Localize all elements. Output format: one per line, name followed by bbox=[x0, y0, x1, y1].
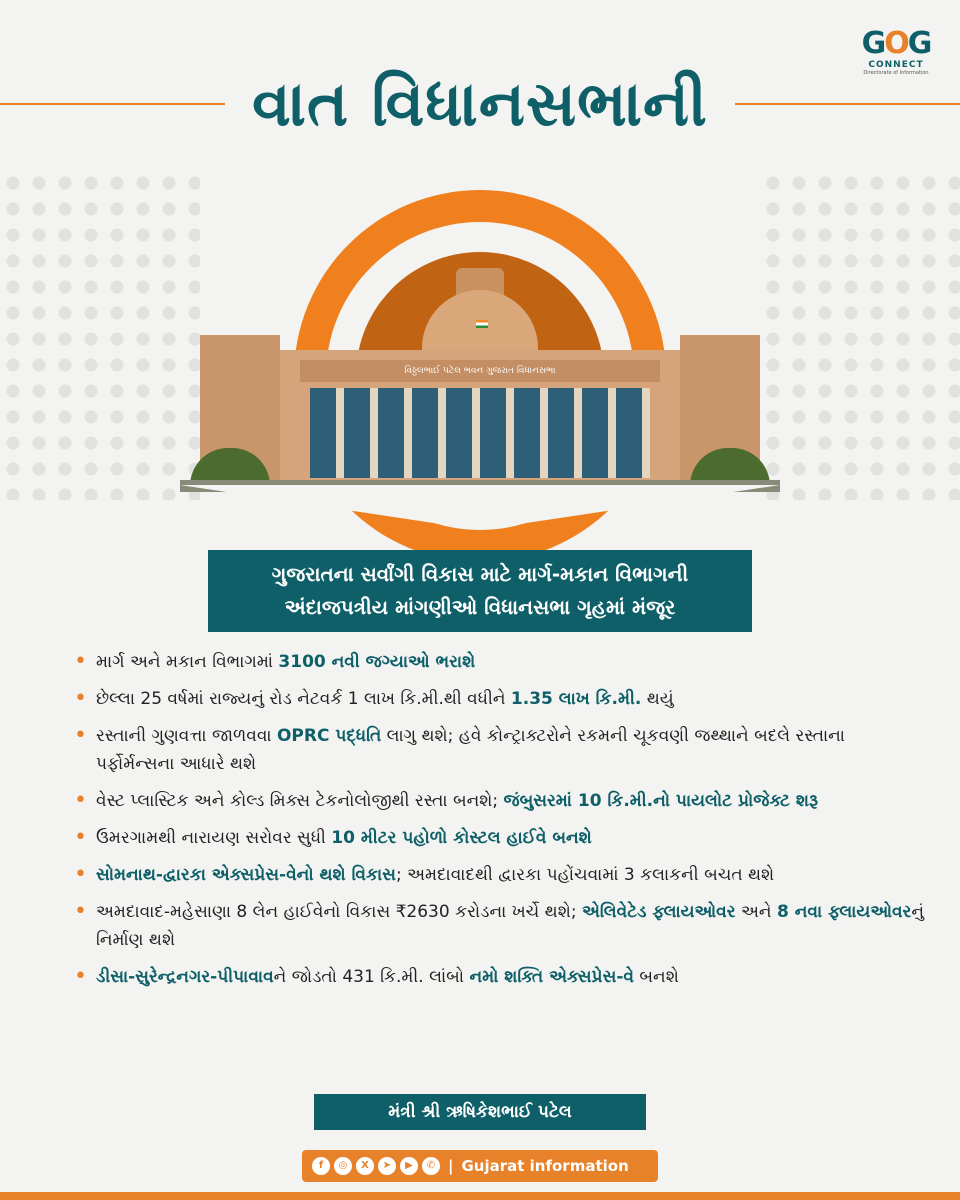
list-item bbox=[74, 898, 924, 954]
bullet-highlight: 1.35 લાખ કિ.મી. bbox=[510, 689, 642, 709]
bullet-highlight: એલિવેટેડ ફ્લાયઓવર bbox=[581, 902, 736, 922]
youtube-icon[interactable]: ▶ bbox=[400, 1157, 418, 1175]
instagram-icon[interactable]: ◎ bbox=[334, 1157, 352, 1175]
flag-icon bbox=[476, 320, 488, 328]
bullet-highlight: ડીસા-સુરેન્દ્રનગર-પીપાવાવ bbox=[96, 967, 274, 987]
logo-text: CONNECT bbox=[868, 60, 924, 70]
logo-mark-a: G bbox=[861, 26, 885, 61]
logo-subtext: Directorate of Information bbox=[863, 70, 929, 76]
bullet-text: રસ્તાની ગુણવત્તા જાળવવા bbox=[96, 726, 277, 746]
bullet-text: બનશે bbox=[634, 967, 679, 987]
bullet-text: થયું bbox=[641, 689, 674, 709]
bullet-highlight: જંબુસરમાં 10 કિ.મી.નો પાયલોટ પ્રોજેક્ટ શરૂ bbox=[503, 791, 818, 811]
list-item bbox=[74, 685, 924, 713]
bullet-highlight: 8 નવા ફ્લાયઓવર bbox=[777, 902, 912, 922]
decorative-dots-right bbox=[760, 170, 960, 500]
whatsapp-icon[interactable]: ✆ bbox=[422, 1157, 440, 1175]
bullet-highlight: સોમનાથ-દ્વારકા એક્સપ્રેસ-વેનો થશે વિકાસ bbox=[96, 865, 396, 885]
list-item bbox=[74, 861, 924, 889]
minister-name-badge: મંત્રી શ્રી ઋષિકેશભાઈ પટેલ bbox=[314, 1094, 646, 1130]
telegram-icon[interactable]: ➤ bbox=[378, 1157, 396, 1175]
bullet-highlight: નમો શક્તિ એક્સપ્રેસ-વે bbox=[469, 967, 634, 987]
gog-connect-logo bbox=[854, 28, 938, 98]
list-item bbox=[74, 963, 924, 991]
facebook-icon[interactable]: f bbox=[312, 1157, 330, 1175]
footer-separator: | bbox=[448, 1157, 454, 1175]
bullet-text: માર્ગ અને મકાન વિભાગમાં bbox=[96, 652, 279, 672]
bullet-text: અને bbox=[735, 902, 777, 922]
list-item bbox=[74, 787, 924, 815]
bullet-text: વેસ્ટ પ્લાસ્ટિક અને કોલ્ડ મિક્સ ટેકનોલોજીથી રસ્તા બનશે; bbox=[96, 791, 504, 811]
bullet-text: છેલ્લા 25 વર્ષમાં રાજ્યનું રોડ નેટવર્ક 1 લાખ કિ.મી.થી વધીને bbox=[96, 689, 511, 709]
bullet-text: નું નિર્માણ થશે bbox=[96, 902, 924, 950]
bullet-list bbox=[74, 648, 924, 1000]
bullet-text: ; અમદાવાદથી દ્વારકા પહોંચવામાં 3 કલાકની બચત થશે bbox=[395, 865, 775, 885]
bullet-text: લાગુ થશે; હવે કોન્ટ્રાક્ટરોને રકમની ચૂકવણી જથ્થાને બદલે રસ્તાના પર્ફોર્મન્સના આધારે થશે bbox=[96, 726, 845, 774]
illustration-base bbox=[180, 485, 780, 530]
bullet-text: ને જોડતો 431 કિ.મી. લાંબો bbox=[273, 967, 470, 987]
bullet-highlight: 3100 નવી જગ્યાઓ ભરાશે bbox=[278, 652, 476, 672]
assembly-building-illustration bbox=[180, 180, 780, 530]
footer-label: Gujarat information bbox=[461, 1157, 629, 1175]
bullet-text: અમદાવાદ-મહેસાણા 8 લેન હાઈવેનો વિકાસ ₹2630 કરોડના ખર્ચે થશે; bbox=[96, 902, 582, 922]
decorative-dots-left bbox=[0, 170, 200, 500]
headline-line-1: ગુજરાતના સર્વાંગી વિકાસ માટે માર્ગ-મકાન વિભાગની bbox=[271, 562, 689, 586]
list-item bbox=[74, 824, 924, 852]
bullet-highlight: OPRC પદ્ધતિ bbox=[276, 726, 382, 746]
header-line-right bbox=[735, 103, 960, 105]
social-footer bbox=[302, 1150, 658, 1182]
bullet-text: ઉમરગામથી નારાયણ સરોવર સુધી bbox=[96, 828, 332, 848]
headline-line-2: અંદાજપત્રીય માંગણીઓ વિધાનસભા ગૃહમાં મંજૂર bbox=[284, 595, 676, 619]
list-item bbox=[74, 722, 924, 778]
header-line-left bbox=[0, 103, 225, 105]
list-item bbox=[74, 648, 924, 676]
building-glass-facade bbox=[310, 388, 650, 478]
x-icon[interactable]: X bbox=[356, 1157, 374, 1175]
logo-mark-b: O bbox=[884, 26, 908, 61]
building-sign: વિઠ્ઠલભાઈ પટેલ ભવન ગુજરાત વિધાનસભા bbox=[300, 360, 660, 382]
headline-box bbox=[208, 550, 752, 632]
logo-mark bbox=[854, 28, 938, 60]
bullet-highlight: 10 મીટર પહોળો કોસ્ટલ હાઈવે બનશે bbox=[331, 828, 592, 848]
logo-mark-c: G bbox=[907, 26, 931, 61]
page-title: વાત વિધાનસભાની bbox=[252, 67, 708, 140]
bottom-accent-band bbox=[0, 1192, 960, 1200]
